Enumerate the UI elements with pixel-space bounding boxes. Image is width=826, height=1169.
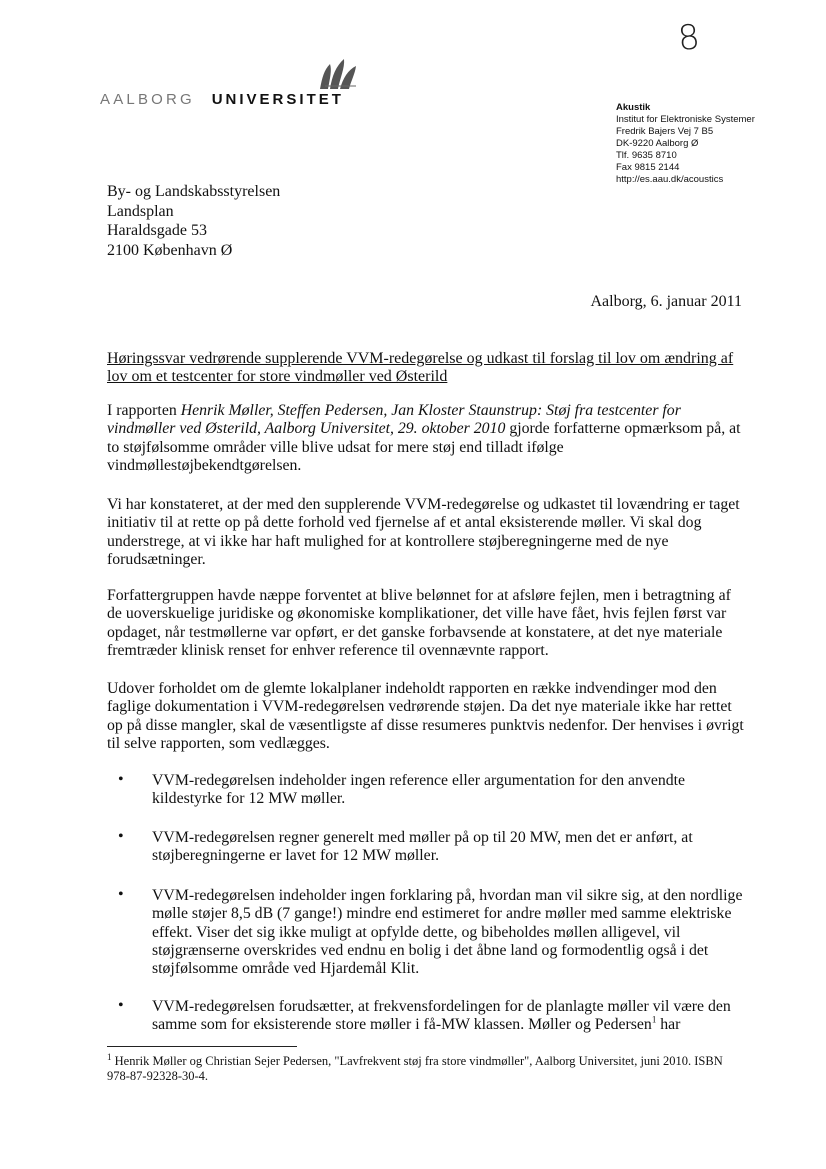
department-address [616,102,755,186]
department-line: DK-9220 Aalborg Ø [616,138,699,149]
bullet-text-continued: har [656,1016,681,1034]
bullet-marker: • [118,997,124,1014]
footnote-marker: 1 [107,1051,112,1062]
list-item [118,997,747,1035]
paragraph-3: Forfattergruppen havde næppe forventet at blive belønnet for at afsløre fejlen, men i betragtning af de uoverskuelige juridiske og økonomiske komplikationer, det ville have fået, hvis fejlen først var opdaget, når testmøllerne var opført, er det ganske forbavsende at konstatere, at det nye materiale fremtræder klinisk renset for enhver reference til ovennævnte rapport. [107,587,731,659]
subject-line: Høringssvar vedrørende supplerende VVM-redegørelse og udkast til forslag til lov om ændring af [107,350,734,367]
letter-subject [107,350,747,386]
recipient-line: By- og Landskabsstyrelsen [107,183,281,200]
department-url: http://es.aau.dk/acoustics [616,174,724,185]
paragraph-1-intro: I rapporten [107,402,181,419]
footnote-reference: 1 [651,1015,657,1026]
handwritten-page-number: 8 [675,16,702,60]
paragraph-4: Udover forholdet om de glemte lokalplaner indeholdt rapporten en række indvendinger mod den faglige dokumentation i VVM-redegørelsen vedrørende støjen. Da det nye materiale ikke har rettet op på disse mangler, skal de væsentligste af disse resumeres punktvis nedenfor. Der henvises i øvrigt til selve rapporten, som vedlægges. [107,680,744,752]
list-item [118,771,747,809]
bullet-text: VVM-redegørelsen indeholder ingen reference eller argumentation for den anvendte kildestyrke for 12 MW møller. [152,772,686,808]
bullet-marker: • [118,771,124,788]
department-line: Tlf. 9635 8710 [616,150,677,161]
letter-date: Aalborg, 6. januar 2011 [590,293,742,310]
subject-line: lov om et testcenter for store vindmøller ved Østerild [107,368,448,385]
wordmark-aalborg: AALBORG [100,91,195,108]
recipient-line: Landsplan [107,202,174,220]
bullet-marker: • [118,886,124,903]
recipient-address [107,182,280,260]
bullet-text: VVM-redegørelsen regner generelt med møller på op til 20 MW, men det er anført, at støjberegningerne er lavet for 12 MW møller. [152,829,693,865]
paragraph-1-rest: gjorde forfatterne opmærksom på, at to støjfølsomme områder ville blive udsat for mere støj end tilladt ifølge vindmøllestøjbekendtgørelsen. [107,420,741,474]
report-citation: Henrik Møller, Steffen Pedersen, Jan Kloster Staunstrup: Støj fra testcenter for vindmøller ved Østerild, Aalborg Universitet, 29. oktober 2010 [107,402,681,438]
recipient-line: Haraldsgade 53 [107,222,207,239]
bullet-text: VVM-redegørelsen forudsætter, at frekvensfordelingen for de planlagte møller vil være den samme som for eksisterende store møller i få-MW klassen. Møller og Pedersen [152,998,731,1034]
department-line: Institut for Elektroniske Systemer [616,114,755,125]
department-title: Akustik [616,102,651,113]
bullet-marker: • [118,828,124,845]
department-line: Fredrik Bajers Vej 7 B5 [616,126,714,137]
bullet-text: VVM-redegørelsen indeholder ingen forklaring på, hvordan man vil sikre sig, at den nordlige mølle støjer 8,5 dB (7 gange!) mindre end estimeret for andre møller med samme elektriske effekt. Viser det sig ikke muligt at opfylde dette, og bibeholdes møllen alligevel, vil støjgrænserne overskrides ved endnu en bolig i det åbne land og formodentlig også i det støjfølsomme område ved Hjardemål Klit. [152,887,743,978]
list-item [118,886,747,978]
footnote-divider [107,1046,297,1047]
bullet-list [118,771,747,1042]
recipient-line: 2100 København Ø [107,241,233,259]
department-line: Fax 9815 2144 [616,162,680,173]
footnote-text: Henrik Møller og Christian Sejer Pedersen, "Lavfrekvent støj fra store vindmøller", Aalborg Universitet, juni 2010. ISBN 978-87-92328-30-4. [107,1054,723,1083]
list-item [118,828,747,866]
university-wordmark [100,91,344,108]
footnote [107,1051,747,1084]
paragraph-1 [107,402,747,475]
university-logo-icon [316,56,362,90]
wordmark-universitet: UNIVERSITET [211,91,344,108]
paragraph-2: Vi har konstateret, at der med den supplerende VVM-redegørelse og udkastet til lovændring er taget initiativ til at rette op på dette forhold ved fjernelse af et antal eksisterende møller. Vi skal dog understrege, at vi ikke har haft mulighed for at kontrollere støjberegningerne med de nye forudsætninger. [107,496,740,568]
